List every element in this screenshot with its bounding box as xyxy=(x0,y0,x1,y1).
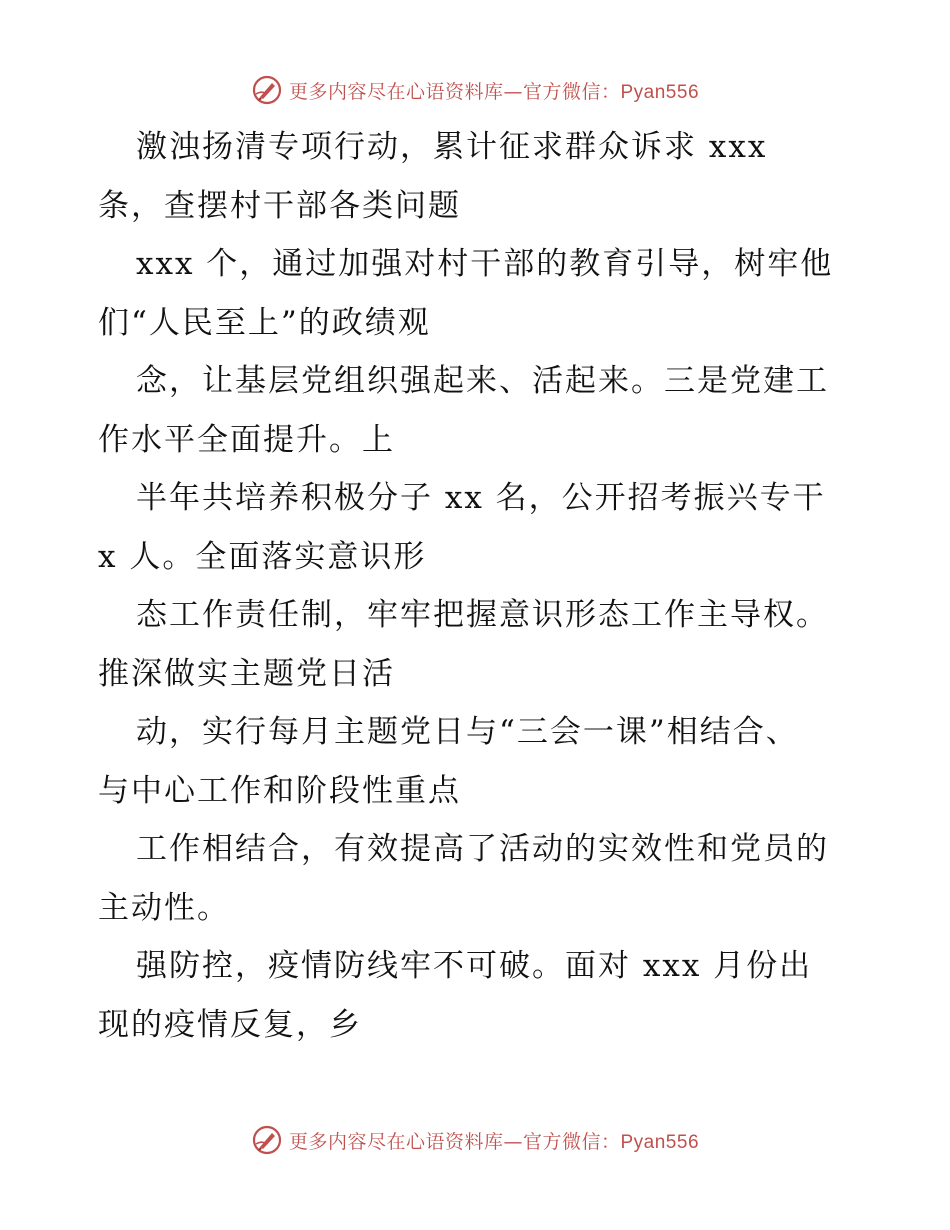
body-line: 推深做实主题党日活 xyxy=(98,655,395,692)
body-line: 动，实行每月主题党日与“三会一课”相结合、 xyxy=(136,714,799,750)
body-line: 主动性。 xyxy=(98,889,230,926)
body-line: 激浊扬清专项行动，累计征求群众诉求 xxx xyxy=(136,129,768,165)
body-line: 工作相结合，有效提高了活动的实效性和党员的 xyxy=(136,831,829,867)
document-body xyxy=(98,118,858,1054)
body-line: 们“人民至上”的政绩观 xyxy=(98,304,431,341)
body-line: 念，让基层党组织强起来、活起来。三是党建工 xyxy=(136,363,829,399)
watermark-main-text: 更多内容尽在心语资料库 xyxy=(288,80,504,103)
body-line: 态工作责任制，牢牢把握意识形态工作主导权。 xyxy=(136,597,829,633)
watermark-dash: — xyxy=(503,1130,523,1153)
watermark-main-text: 更多内容尽在心语资料库 xyxy=(288,1130,504,1153)
watermark-footer xyxy=(0,1120,950,1160)
body-line: xxx 个，通过加强对村干部的教育引导，树牢他 xyxy=(136,246,834,282)
quill-pen-logo-icon xyxy=(251,74,283,106)
watermark-wechat-id: Pyan556 xyxy=(620,1131,700,1153)
watermark-dash: — xyxy=(503,80,523,103)
watermark-official-label: 官方微信： xyxy=(522,80,621,103)
body-line: 半年共培养积极分子 xx 名，公开招考振兴专干 xyxy=(136,480,826,516)
body-line: x 人。全面落实意识形 xyxy=(98,538,427,575)
watermark-header xyxy=(0,70,950,110)
body-line: 作水平全面提升。上 xyxy=(98,421,395,458)
body-line: 现的疫情反复，乡 xyxy=(98,1006,362,1043)
body-line: 强防控，疫情防线牢不可破。面对 xxx 月份出 xyxy=(136,948,813,984)
watermark-wechat-id: Pyan556 xyxy=(620,81,700,103)
watermark-text xyxy=(289,1127,699,1154)
watermark-text xyxy=(289,77,699,104)
quill-pen-logo-icon xyxy=(251,1124,283,1156)
body-line: 条，查摆村干部各类问题 xyxy=(98,187,461,224)
watermark-official-label: 官方微信： xyxy=(522,1130,621,1153)
body-line: 与中心工作和阶段性重点 xyxy=(98,772,461,809)
